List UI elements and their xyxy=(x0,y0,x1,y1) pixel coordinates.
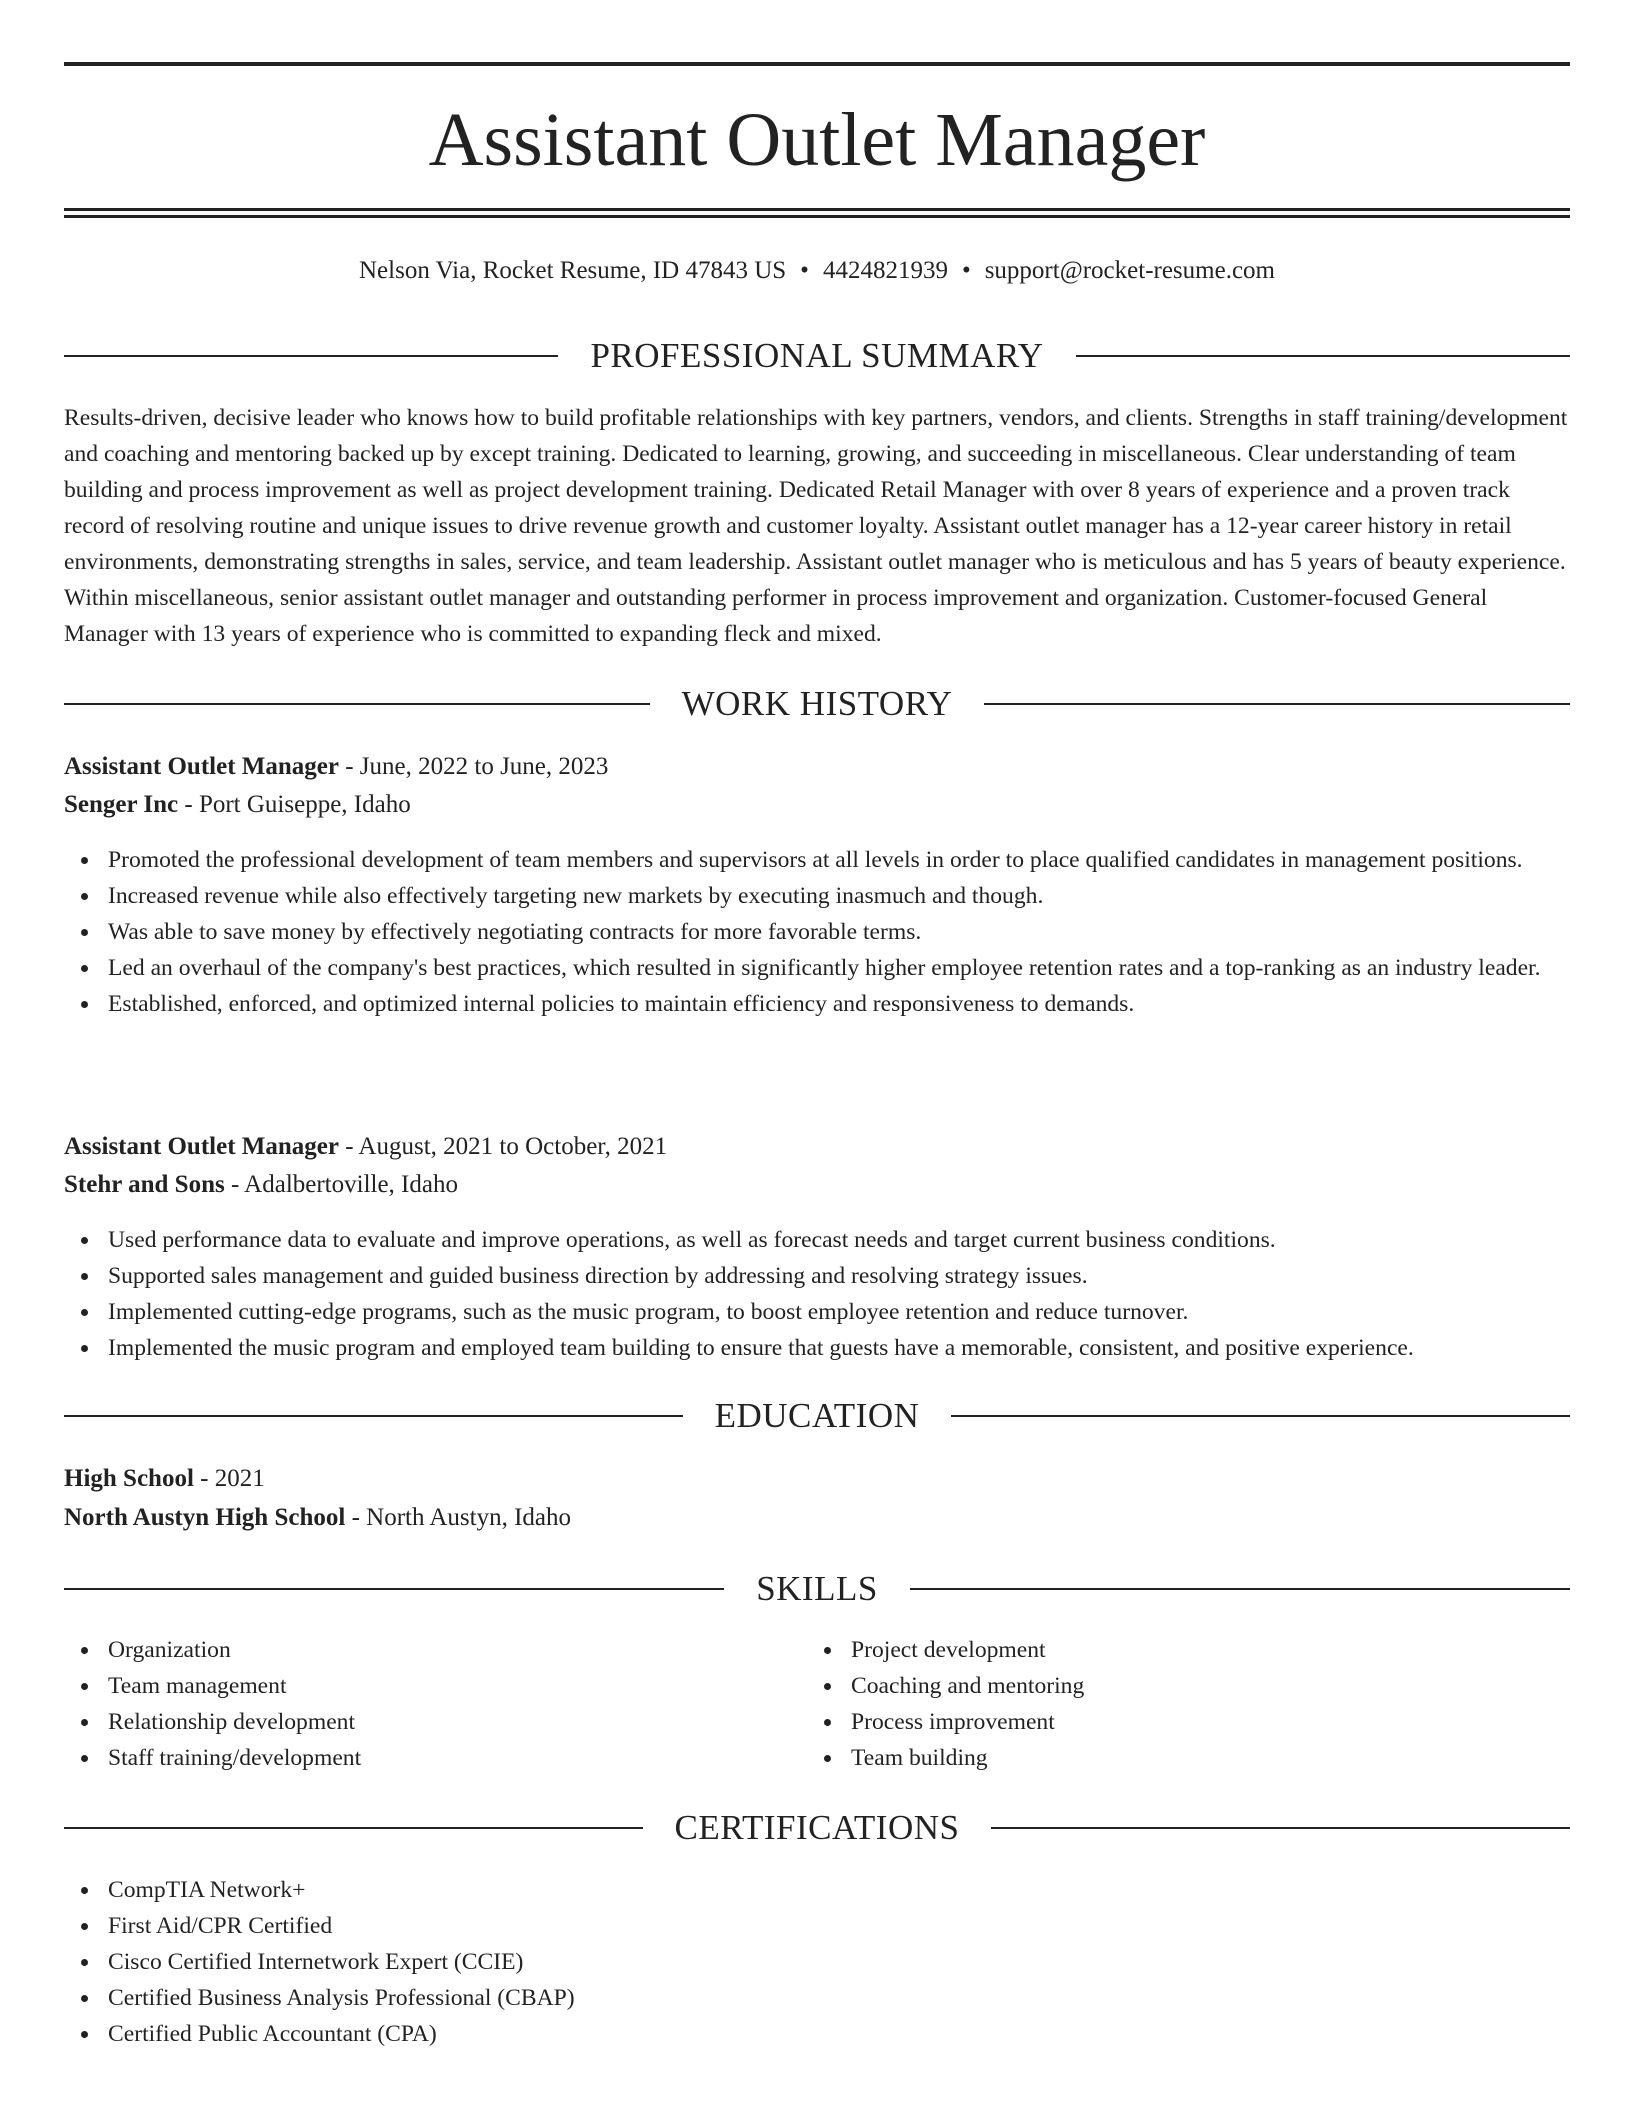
work-history-heading-text: WORK HISTORY xyxy=(681,684,953,723)
contact-address: Nelson Via, Rocket Resume, ID 47843 US xyxy=(359,257,787,284)
title-rule-upper xyxy=(64,208,1570,211)
summary-heading xyxy=(64,334,1570,378)
heading-rule xyxy=(910,1588,1570,1590)
heading-rule xyxy=(991,1827,1570,1829)
education-heading xyxy=(64,1394,1570,1438)
job-title: Assistant Outlet Manager xyxy=(64,753,339,780)
skill-item: Process improvement xyxy=(851,1704,1570,1740)
job-title-line xyxy=(64,1130,1570,1164)
job-bullet: Promoted the professional development of team members and supervisors at all levels in order to place qualified candidates in management positions. xyxy=(108,842,1570,878)
job-bullets xyxy=(64,842,1570,1022)
resume-title: Assistant Outlet Manager xyxy=(428,98,1206,182)
job-bullet: Was able to save money by effectively negotiating contracts for more favorable terms. xyxy=(108,914,1570,950)
job-bullet: Led an overhaul of the company's best practices, which resulted in significantly higher employee retention rates and a top-ranking as an industry leader. xyxy=(108,950,1570,986)
heading-rule xyxy=(984,703,1570,705)
job-bullets xyxy=(64,1222,1570,1366)
heading-rule xyxy=(64,355,558,357)
heading-rule xyxy=(64,1415,683,1417)
job-title: Assistant Outlet Manager xyxy=(64,1133,339,1160)
skill-item: Coaching and mentoring xyxy=(851,1668,1570,1704)
contact-phone: 4424821939 xyxy=(822,257,948,284)
certification-item: First Aid/CPR Certified xyxy=(108,1908,1570,1944)
job-bullet: Increased revenue while also effectively targeting new markets by executing inasmuch and though. xyxy=(108,878,1570,914)
contact-separator: • xyxy=(800,257,809,284)
skill-item: Team building xyxy=(851,1740,1570,1776)
education-location: - North Austyn, Idaho xyxy=(345,1504,571,1531)
skill-item: Relationship development xyxy=(108,1704,807,1740)
education-degree-line xyxy=(64,1462,1570,1496)
contact-line xyxy=(64,254,1570,288)
heading-rule xyxy=(951,1415,1570,1417)
skill-item: Project development xyxy=(851,1632,1570,1668)
skills-list-left xyxy=(64,1632,807,1776)
summary-heading-text: PROFESSIONAL SUMMARY xyxy=(590,336,1044,375)
summary-text: Results-driven, decisive leader who knows how to build profitable relationships with key partners, vendors, and clients. Strengths in staff training/development and coaching and mentoring backed up by except training. Dedicated to learning, growing, and succeeding in miscellaneous. Clear understanding of team building and process improvement as well as project development training. Dedicated Retail Manager with over 8 years of experience and a proven track record of resolving routine and unique issues to drive revenue growth and customer loyalty. Assistant outlet manager has a 12-year career history in retail environments, demonstrating strengths in sales, service, and team leadership. Assistant outlet manager who is meticulous and has 5 years of beauty experience. Within miscellaneous, senior assistant outlet manager and outstanding performer in process improvement and organization. Customer-focused General Manager with 13 years of experience who is committed to expanding fleck and mixed. xyxy=(64,405,1568,647)
contact-separator: • xyxy=(961,257,971,284)
heading-rule xyxy=(64,1588,724,1590)
job-title-line xyxy=(64,750,1570,784)
job-bullet: Supported sales management and guided business direction by addressing and resolving strategy issues. xyxy=(108,1258,1570,1294)
certification-item: Certified Business Analysis Professional (CBAP) xyxy=(108,1980,1570,2016)
skills-list-right xyxy=(807,1632,1570,1776)
contact-email: support@rocket-resume.com xyxy=(984,257,1275,284)
skills-heading-text: SKILLS xyxy=(756,1569,878,1608)
heading-rule xyxy=(64,703,650,705)
job-bullet: Implemented cutting-edge programs, such as the music program, to boost employee retention and reduce turnover. xyxy=(108,1294,1570,1330)
skills-heading xyxy=(64,1567,1570,1611)
skill-item: Staff training/development xyxy=(108,1740,807,1776)
heading-rule xyxy=(1076,355,1570,357)
certification-item: Cisco Certified Internetwork Expert (CCIE) xyxy=(108,1944,1570,1980)
education-school-line xyxy=(64,1501,1570,1535)
job-dates: - June, 2022 to June, 2023 xyxy=(338,753,609,780)
job-location: - Adalbertoville, Idaho xyxy=(224,1171,458,1198)
certification-item: Certified Public Accountant (CPA) xyxy=(108,2016,1570,2052)
job-bullet: Used performance data to evaluate and improve operations, as well as forecast needs and target current business conditions. xyxy=(108,1222,1570,1258)
job-dates: - August, 2021 to October, 2021 xyxy=(338,1133,668,1160)
job-company: Stehr and Sons xyxy=(64,1171,225,1198)
certifications-list xyxy=(64,1872,1570,2052)
title-rule-lower xyxy=(64,215,1570,218)
job-company-line xyxy=(64,1168,1570,1202)
certifications-heading-text: CERTIFICATIONS xyxy=(674,1808,960,1847)
heading-rule xyxy=(64,1827,643,1829)
education-year: - 2021 xyxy=(193,1465,265,1492)
education-heading-text: EDUCATION xyxy=(714,1396,920,1435)
education-school: North Austyn High School xyxy=(64,1504,346,1531)
skill-item: Team management xyxy=(108,1668,807,1704)
job-company-line xyxy=(64,788,1570,822)
job-location: - Port Guiseppe, Idaho xyxy=(178,791,411,818)
job-bullet: Established, enforced, and optimized internal policies to maintain efficiency and responsiveness to demands. xyxy=(108,986,1570,1022)
work-history-heading xyxy=(64,682,1570,726)
certification-item: CompTIA Network+ xyxy=(108,1872,1570,1908)
education-degree: High School xyxy=(64,1465,194,1492)
certifications-heading xyxy=(64,1806,1570,1850)
skill-item: Organization xyxy=(108,1632,807,1668)
job-company: Senger Inc xyxy=(64,791,179,818)
top-rule xyxy=(64,62,1570,66)
job-bullet: Implemented the music program and employed team building to ensure that guests have a memorable, consistent, and positive experience. xyxy=(108,1330,1570,1366)
